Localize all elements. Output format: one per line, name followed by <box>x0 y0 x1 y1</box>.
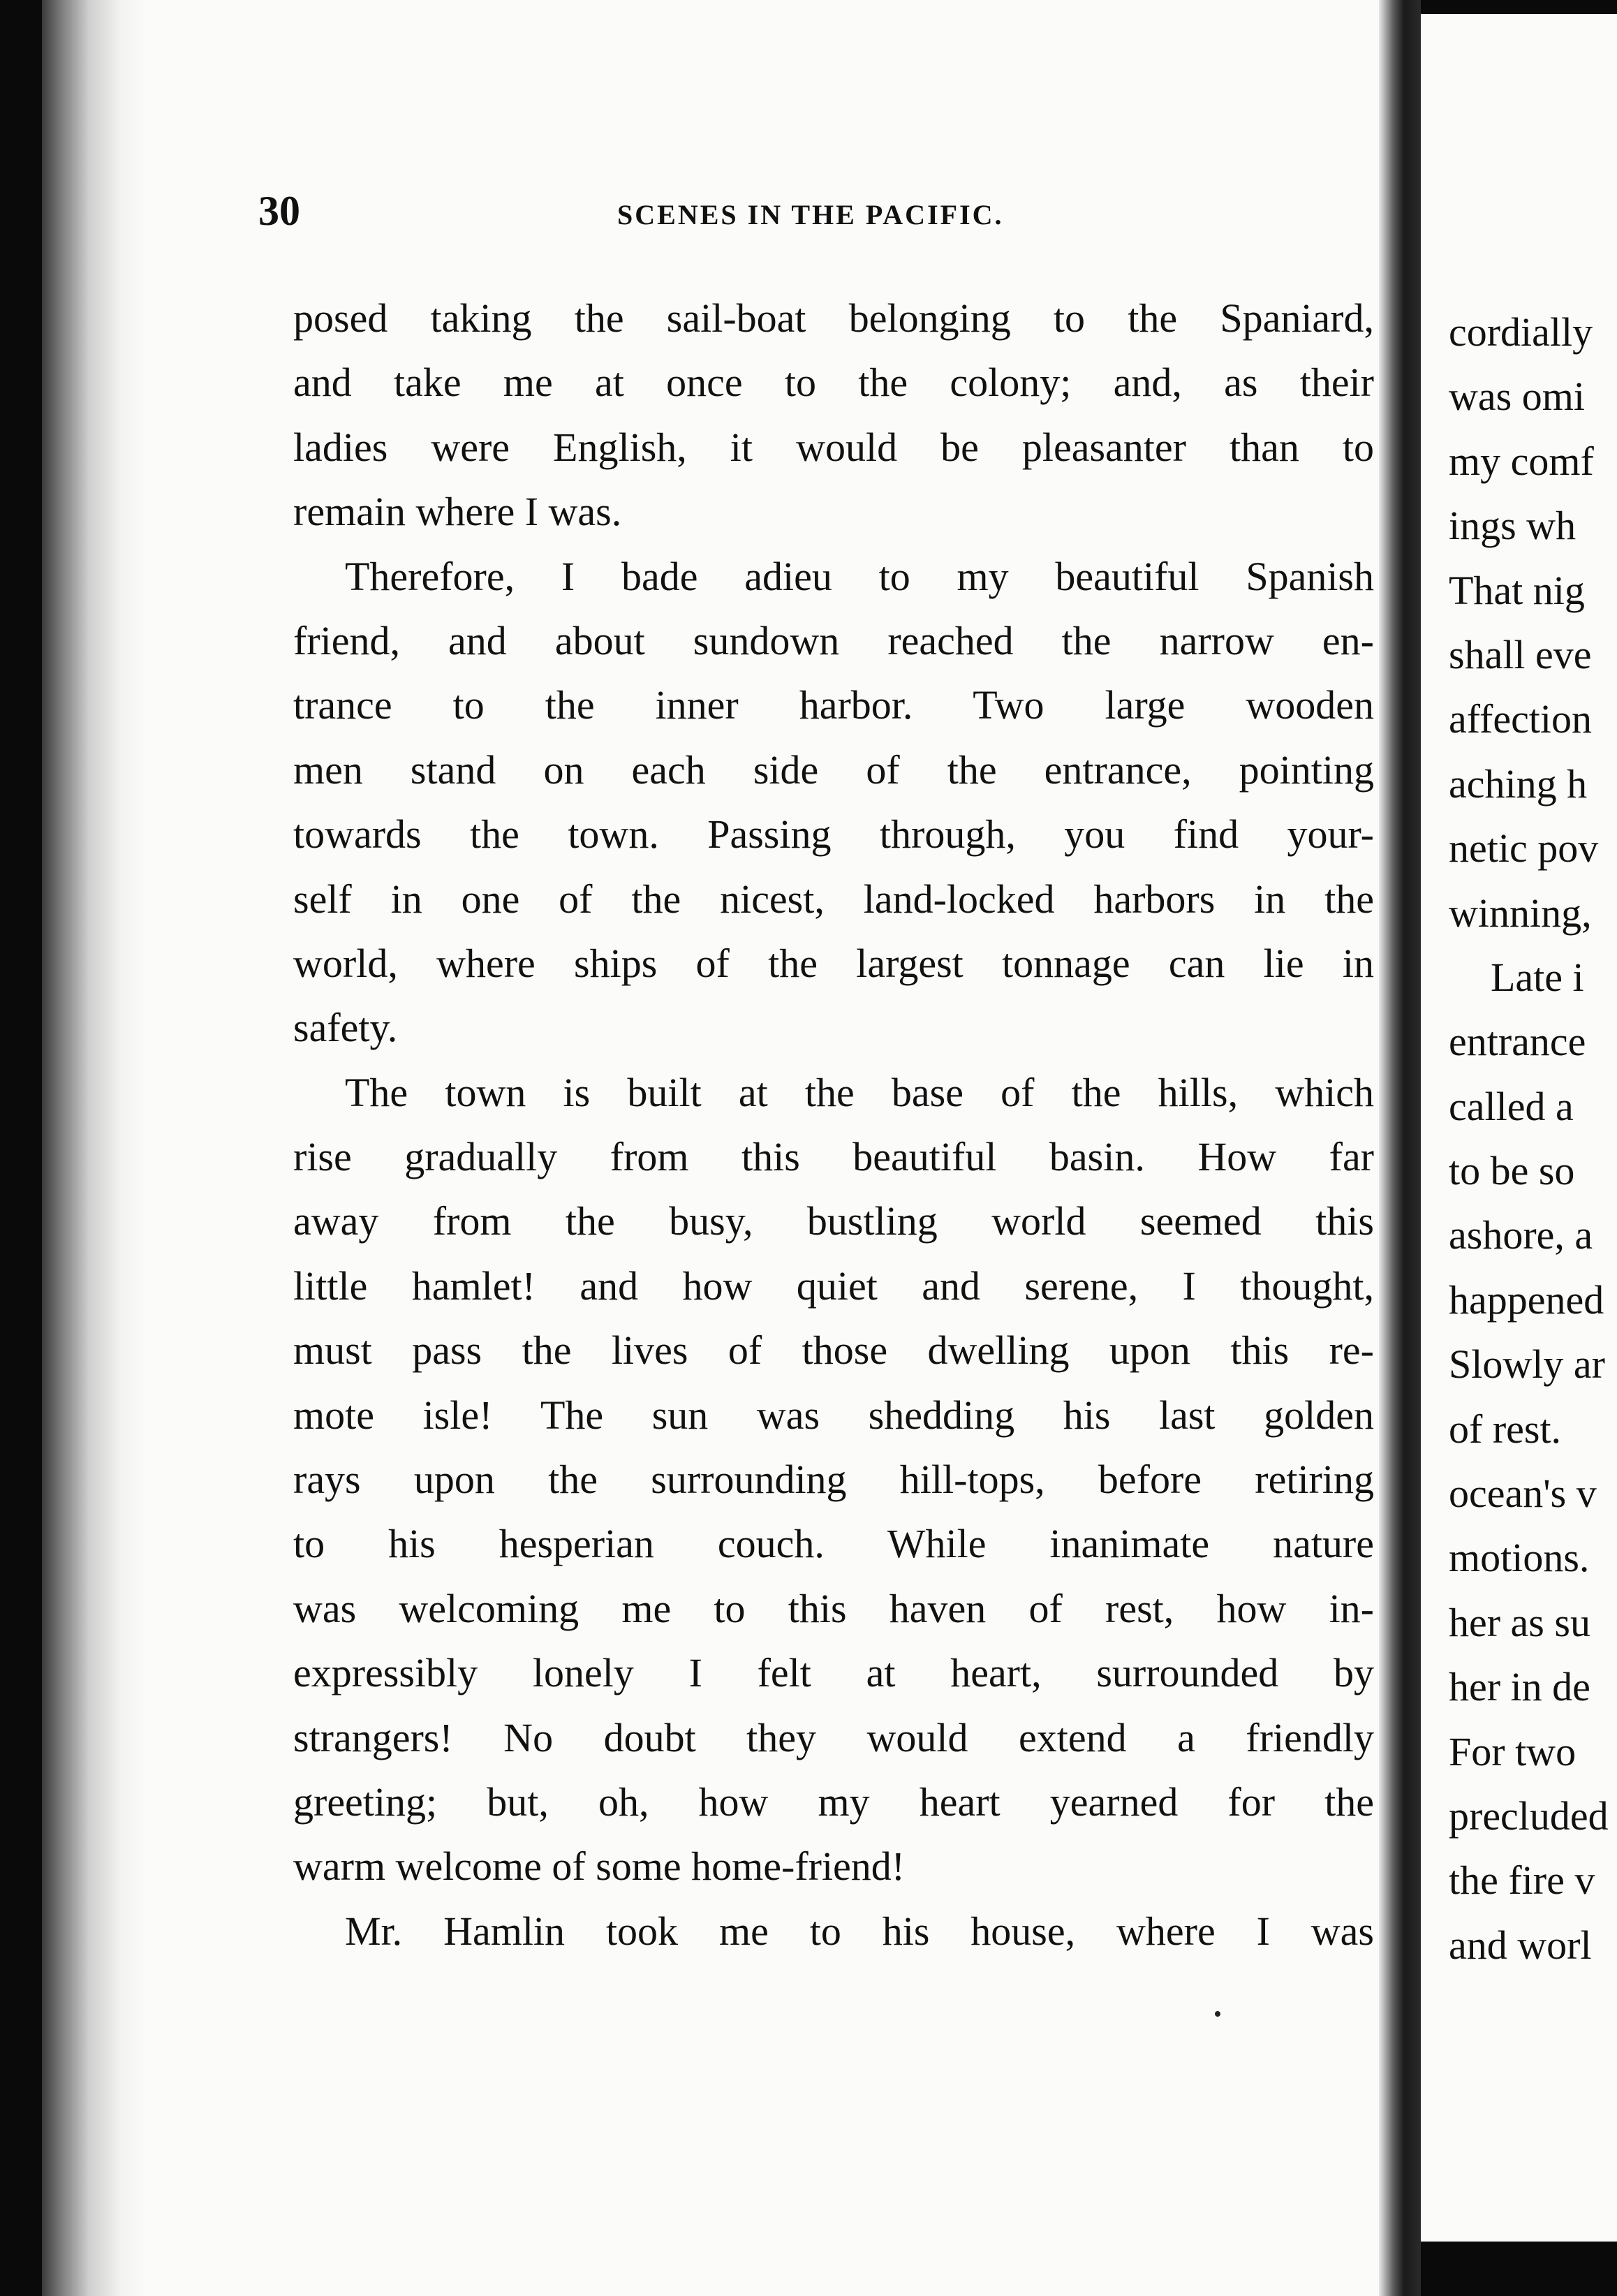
text-line: must pass the lives of those dwelling upon this re- <box>293 1327 1374 1374</box>
text-line: my comf <box>1449 438 1594 484</box>
text-line: For two <box>1449 1728 1577 1774</box>
text-line: netic pov <box>1449 825 1599 871</box>
text-line: of rest. <box>1449 1406 1562 1452</box>
text-line: expressibly lonely I felt at heart, surrounded by <box>293 1650 1374 1696</box>
left-page <box>42 0 1379 2296</box>
text-line: Mr. Hamlin took me to his house, where I was <box>345 1908 1374 1954</box>
text-line: her in de <box>1449 1664 1590 1710</box>
running-head <box>254 183 1385 239</box>
text-line: trance to the inner harbor. Two large wooden <box>293 682 1374 728</box>
text-line: and take me at once to the colony; and, as their <box>293 360 1374 406</box>
text-line: Therefore, I bade adieu to my beautiful Spanish <box>345 553 1374 599</box>
text-line: remain where I was. <box>293 489 622 535</box>
text-line: affection <box>1449 696 1593 742</box>
text-line: men stand on each side of the entrance, pointing <box>293 746 1374 793</box>
text-line: That nig <box>1449 567 1585 613</box>
text-line: ashore, a <box>1449 1212 1593 1258</box>
right-page-text <box>1449 300 1609 1978</box>
text-line: her as su <box>1449 1599 1590 1645</box>
text-line: little hamlet! and how quiet and serene, I thought, <box>293 1263 1374 1309</box>
page-gutter <box>1379 0 1421 2296</box>
page-number: 30 <box>258 188 300 234</box>
right-page <box>1421 14 1617 2242</box>
text-line: and worl <box>1449 1922 1592 1968</box>
text-line: Late i <box>1491 954 1584 1000</box>
text-line: world, where ships of the largest tonnage can lie in <box>293 940 1374 986</box>
running-title: SCENES IN THE PACIFIC. <box>617 199 1004 230</box>
text-line: safety. <box>293 1005 398 1051</box>
text-line: motions. <box>1449 1535 1590 1581</box>
text-line: greeting; but, oh, how my heart yearned for the <box>293 1779 1374 1825</box>
text-line: entrance <box>1449 1019 1586 1065</box>
text-line: was omi <box>1449 374 1585 420</box>
text-line: ings wh <box>1449 503 1577 549</box>
text-line: to be so <box>1449 1148 1575 1194</box>
text-line: towards the town. Passing through, you find your- <box>293 811 1374 858</box>
text-line: Slowly ar <box>1449 1341 1605 1388</box>
ink-speck <box>1215 2011 1220 2017</box>
text-line: ocean's v <box>1449 1471 1597 1517</box>
text-line: rise gradually from this beautiful basin. How far <box>293 1134 1374 1180</box>
text-line: strangers! No doubt they would extend a friendly <box>293 1714 1374 1760</box>
text-line: the fire v <box>1449 1857 1595 1904</box>
text-line: called a <box>1449 1083 1574 1129</box>
text-line: cordially <box>1449 309 1593 355</box>
text-line: happened <box>1449 1276 1604 1323</box>
text-line: precluded <box>1449 1793 1609 1839</box>
text-line: posed taking the sail-boat belonging to the Spaniard, <box>293 295 1374 341</box>
binding-shadow <box>42 0 147 2296</box>
body-text <box>293 286 1374 1964</box>
text-line: rays upon the surrounding hill-tops, before retiring <box>293 1457 1374 1503</box>
text-line: was welcoming me to this haven of rest, how in- <box>293 1585 1374 1631</box>
text-line: friend, and about sundown reached the narrow en- <box>293 617 1374 663</box>
text-line: ladies were English, it would be pleasanter than to <box>293 424 1374 470</box>
text-line: winning, <box>1449 890 1592 936</box>
text-line: away from the busy, bustling world seemed this <box>293 1198 1374 1244</box>
text-line: shall eve <box>1449 631 1592 677</box>
text-line: mote isle! The sun was shedding his last golden <box>293 1392 1374 1438</box>
text-line: warm welcome of some home-friend! <box>293 1844 906 1890</box>
text-line: to his hesperian couch. While inanimate nature <box>293 1521 1374 1567</box>
text-line: The town is built at the base of the hills, which <box>345 1069 1374 1115</box>
text-line: aching h <box>1449 760 1588 807</box>
text-line: self in one of the nicest, land-locked harbors in the <box>293 876 1374 922</box>
